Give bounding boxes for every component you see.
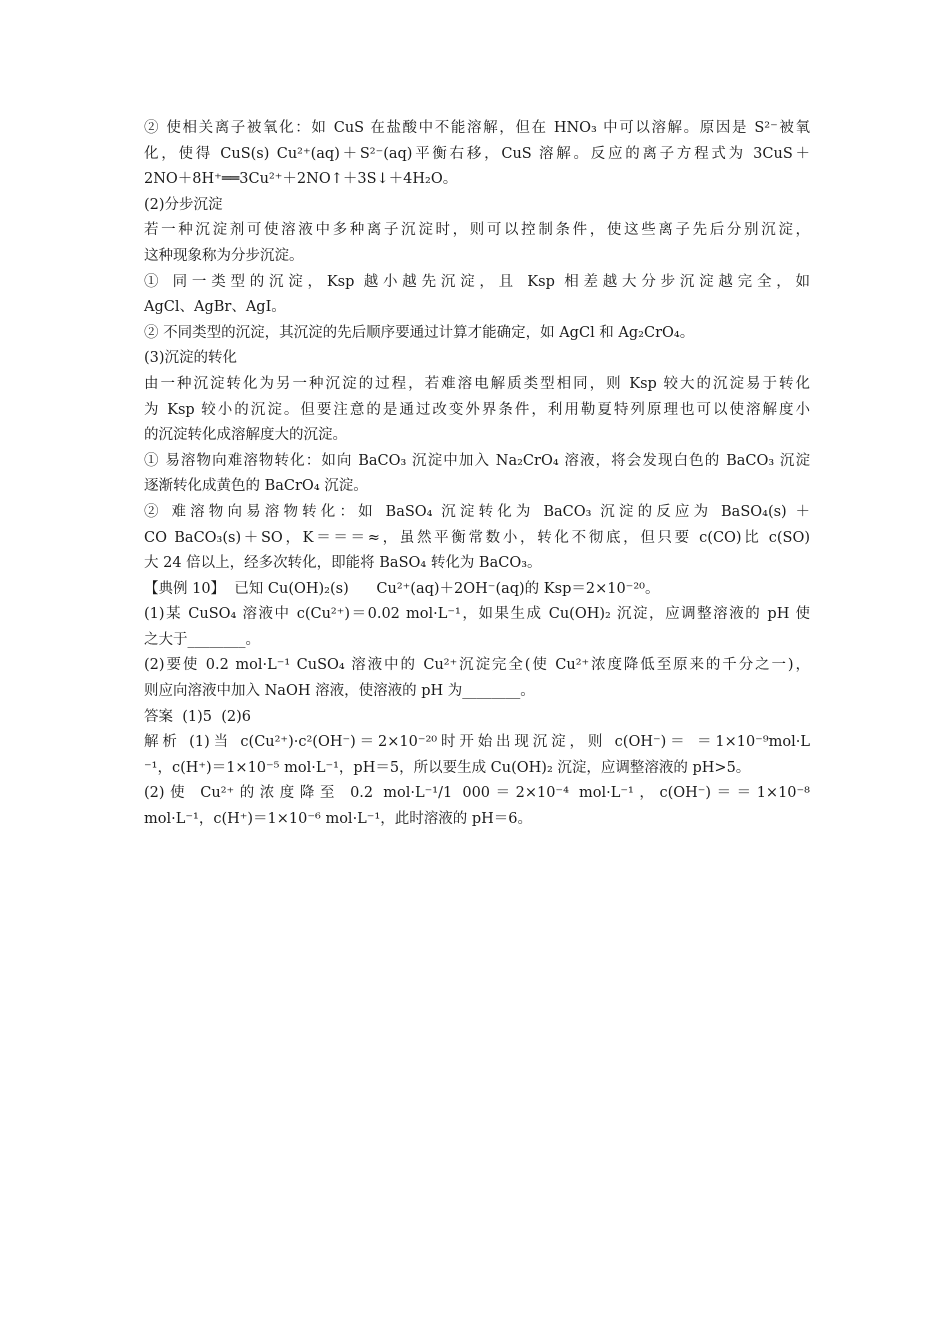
- text-line: AgCl、AgBr、AgI。: [144, 299, 286, 316]
- text-line: 大 24 倍以上，经多次转化，即能将 BaSO₄ 转化为 BaCO₃。: [144, 555, 542, 572]
- section-heading: (2)分步沉淀: [144, 196, 223, 213]
- question-line: 则应向溶液中加入 NaOH 溶液，使溶液的 pH 为________。: [144, 683, 535, 700]
- text-line: ① 同一类型的沉淀，Ksp 越小越先沉淀，且 Ksp 相差越大分步沉淀越完全，如: [144, 273, 810, 290]
- text-line: 为 Ksp 较小的沉淀。但要注意的是通过改变外界条件，利用勒夏特列原理也可以使溶解度小: [144, 401, 810, 418]
- text-line: ① 易溶物向难溶物转化：如向 BaCO₃ 沉淀中加入 Na₂CrO₄ 溶液，将会发现白色的 BaCO₃ 沉淀: [144, 452, 810, 469]
- answer-line: 答案 (1)5 (2)6: [144, 708, 251, 725]
- question-line: (1)某 CuSO₄ 溶液中 c(Cu²⁺)＝0.02 mol·L⁻¹，如果生成 Cu(OH)₂ 沉淀，应调整溶液的 pH 使: [144, 606, 810, 623]
- text-line: 这种现象称为分步沉淀。: [144, 247, 304, 264]
- text-line: 2NO＋8H⁺══3Cu²⁺＋2NO↑＋3S↓＋4H₂O。: [144, 171, 458, 188]
- text-line: 的沉淀转化成溶解度大的沉淀。: [144, 427, 347, 444]
- text-line: 由一种沉淀转化为另一种沉淀的过程，若难溶电解质类型相同，则 Ksp 较大的沉淀易于转化: [144, 375, 810, 392]
- analysis-line: (2)使 Cu²⁺的浓度降至 0.2 mol·L⁻¹/1 000＝2×10⁻⁴ mol·L⁻¹，c(OH⁻)＝＝1×10⁻⁸: [144, 785, 810, 802]
- example-heading: 【典例 10】 已知 Cu(OH)₂(s) Cu²⁺(aq)＋2OH⁻(aq)的 Ksp＝2×10⁻²⁰。: [144, 580, 660, 597]
- analysis-line: ⁻¹，c(H⁺)＝1×10⁻⁵ mol·L⁻¹，pH＝5，所以要生成 Cu(OH)₂ 沉淀，应调整溶液的 pH>5。: [144, 759, 751, 776]
- text-line: ② 使相关离子被氧化：如 CuS 在盐酸中不能溶解，但在 HNO₃ 中可以溶解。原因是 S²⁻被氧: [144, 120, 810, 136]
- text-line: ② 不同类型的沉淀，其沉淀的先后顺序要通过计算才能确定，如 AgCl 和 Ag₂CrO₄。: [144, 324, 695, 341]
- analysis-line: mol·L⁻¹，c(H⁺)＝1×10⁻⁶ mol·L⁻¹，此时溶液的 pH＝6。: [144, 811, 533, 828]
- question-line: 之大于________。: [144, 631, 260, 648]
- section-heading: (3)沉淀的转化: [144, 350, 238, 367]
- document-body: [144, 116, 810, 833]
- text-line: 若一种沉淀剂可使溶液中多种离子沉淀时，则可以控制条件，使这些离子先后分别沉淀，: [144, 222, 810, 239]
- text-line: 化，使得 CuS(s) Cu²⁺(aq)＋S²⁻(aq)平衡右移，CuS 溶解。反应的离子方程式为 3CuS＋: [144, 145, 810, 162]
- question-line: (2)要使 0.2 mol·L⁻¹ CuSO₄ 溶液中的 Cu²⁺沉淀完全(使 Cu²⁺浓度降低至原来的千分之一)，: [144, 657, 810, 674]
- text-line: CO BaCO₃(s)＋SO，K＝＝＝≈，虽然平衡常数小，转化不彻底，但只要 c(CO)比 c(SO): [144, 529, 810, 546]
- analysis-line: 解析 (1)当 c(Cu²⁺)·c²(OH⁻)＝2×10⁻²⁰时开始出现沉淀，则 c(OH⁻)＝ ＝1×10⁻⁹mol·L: [144, 734, 810, 751]
- text-line: ② 难溶物向易溶物转化：如 BaSO₄ 沉淀转化为 BaCO₃ 沉淀的反应为 BaSO₄(s) ＋: [144, 503, 810, 520]
- text-line: 逐渐转化成黄色的 BaCrO₄ 沉淀。: [144, 478, 368, 495]
